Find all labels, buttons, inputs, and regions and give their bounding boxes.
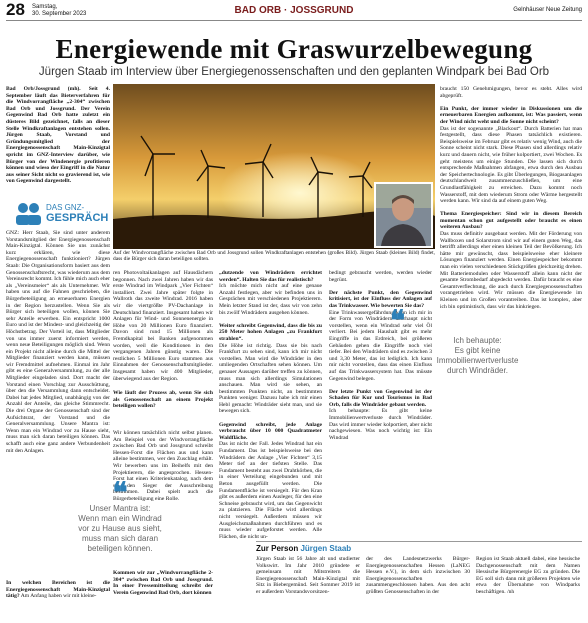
pull-quote-2-text: Ich behaupte: Es gibt keine Immobilienwertverluste durch Windräder. [436,336,519,375]
person-text-1: Jürgen Staab ist 56 Jahre alt und studierter Volkswirt. Im Jahr 2010 gründete er gemeinsam mit Mitstreitern die Energiegenossenschaft Main-Kinzigtal mit Sitz in Biebergemünd. Seit Sommer 2019 ist er außerdem Vorstandsvorsitzen- [256,556,360,595]
interview-text-col4: bedingt gebraucht werden, werden wieder begrünt. Der nächste Punkt, den Gegenwind kritisiert, ist der Einfluss der Anlagen auf das Trinkwasser. Wie bewerten Sie das? Eine Trinkwassergefährdung kann ich mir in der Form von Windrädern überhaupt nicht vorstellen, wenn ein Windrad sehr viel Öl verliert. Bei jedem Haushalt gibt es mehr Eingriffe in das Erdreich, bei größeren Gebäuden gehen die Eingriffe noch viel tiefer. Bei den Windrädern sind es zwischen 3 und 3,30 Meter, das ist lediglich. Ich kann mir nicht vorstellen, dass das einen Einfluss auf das Trinkwassersystem hat. Das müsste Gegenwind belegen. Der letzte Punkt von Gegenwind ist der Schaden für Kur und Tourismus in Bad Orb, falls die Windräder gebaut werden. Ich behaupte: Es gibt keine Immobilienwertverluste durch Windräder. Das wird immer wieder kolportiert, aber nicht nachgewiesen. Was noch wichtig ist: Ein Windrad [329,270,432,441]
interview-text-col1: GNZ: Herr Staab, Sie sind unter anderem Vorstandsmitglied der Energiegenossenschaft Main-Kinzigtal. Können Sie uns zunächst kurz erklären, wie diese Energiegenossenschaft funktioniert? Jürgen Staab: Die Organisationsform basiert aus dem Genossenschaftsrecht, was wiederum aus dem Vereinsrecht kommt. Ich fühle mich auch eher als „Vereinsmeier“ als als Unternehmer. Wir haben uns auf die Fahnen geschrieben, die Bürgerbeteiligung an erneuerbaren Energien in der Region herzustellen. Wenn Sie als Bürger sich beteiligen wollen, können Sie sehr Anteile erwerben. Ein entspricht 1000 Euro und ist der Mindest- und gleichzeitig der Höchstbetrag. Der Vorteil ist, dass Mitglieder von uns immer zuerst informiert werden, wenn neue Beteiligungen möglich sind. Wenn ein Projekt nicht alleine durch die Mittel der Mitglieder finanziert werden kann, müssen wir Fremdmittel aufnehmen. Einmal im Jahr gibt es eine Generalversammlung, zu der alle Mitglieder eingeladen sind. Dort macht der Vorstand einen Vorschlag zur Ausschüttung, über den die Versammlung dann entscheidet. Dabei hat jedes Mitglied, unabhängig von der Anzahl der Anteile, das gleiche Stimmrecht. Die drei Organe der Genossenschaft sind der Aufsichtsrat, der Vorstand und die Generalversammlung. Unsere Mantra ist: Wenn man ein Windrad vor zu Hause sieht, muss man sich daran beteiligen können. Das schafft auch eine ganz andere Verbundenheit mit den Anlagen. [6,230,110,454]
pull-quote-1: ❝ Unser Mantra ist: Wenn man ein Windrad vor zu Hause aus sieht, muss man sich daran beteiligen können. [70,484,170,554]
answer-col2: Wir können tatsächlich nicht selbst planen. Am Beispiel von der Windvorrangfläche zwischen Bad Orb und Jossgrund schreibt Hessen-Forst die Flächen aus und kann alleine bestimmen, wer den Zuschlag erhält. Wir bewerben uns im Beihelfs mit den Projektierern, die angesprochen. Hessen-Forst hat einen Kriterienkatalog, nach dem sie den Sieger der Ausschreibung bestimmen. Dabei spielt auch die Bürgerbeteiligung eine Rolle. [113,430,213,502]
page-header [6,2,582,21]
interview-text-col5: braucht 150 Genehmigungen, bevor es steht. Alles wird abgeprüft. Ein Punkt, der immer wieder in Diskussionen um die erneuerbaren Energien aufkommt, ist: Was passiert, wenn der Wind nicht weht und die Sonne nicht scheint? Das ist der sogenannte „Blackout“. Durch Batterien hat man festgestellt, dass diese Phasen tatsächlich existieren. Beispielsweise im Februar gibt es relativ wenig Wind, auch die Sonne scheint nicht stark. Diese Phasen sind allerdings relativ kurz und dauern nicht, wie früher kolportiert, zwei Wochen. Es geht meistens um einige Stunden. Die lassen sich durch entsprechende Maßnahmen abfangen, etwa durch den Ausbau der Speichertechnologie. Es gibt Überlegungen, Biogasanlagen deutschlandweit zusammenzuschließen, um eine Grundlastfähigkeit zu erreichen. Dazu kommt noch Wasserstoff, mit dem wiederum Strom oder Wärme hergestellt werden kann. Wir sind da auf einem guten Weg. Thema Energiespeicher: Sind wir in diesem Bereich momentan schon gut aufgestellt oder braucht es einen weiteren Ausbau? Das muss definitiv ausgebaut werden. Mit der Förderung von Wallboxen und Solarstrom sind wir auf einem guten Weg, das betrifft allerdings eher einen kleinen Teil der Bevölkerung. Ich hätte mir gewünscht, dass beispielsweise eher kleinere Lösungen finanziert werden. Einen Energiespeicher bekommt man ein vielen verschiedenen Stückgrößen gleichzeitig drehen. Mit Batteriemodulen oder Wasserstoff allein kann nicht der gesamte Strombedarf abgedeckt werden. Dafür braucht es eine Gesamtverflechtung, die auch durch Energiegenossenschaften vorangetrieben wird. Wir müssen die Energiewende im Kleinen und im Großen vorantreiben. Das ist komplex, aber ich bin optimistisch, dass wir das hinkriegen. [440,86,582,310]
intro-text: Bad Orb/Jossgrund (mh). Seit 4. September läuft das Bieterverfahren für die Windvorrangfläche „2-304“ zwischen Bad Orb und Jossgrund. Der Verein Gegenwind Bad Orb hatte zuletzt ein düsteres Bild gezeichnet, falls an dieser Stelle Windkraftanlagen entstehen sollen. Jürgen Staab, Vorstand und Gründungsmitglied der Energiegenossenschaft Main-Kinzigtal spricht im GNZ-Interview darüber, wie Bürger von der Windenergie profitieren können und wieso der Eingriff in die Natur aus seiner Sicht nicht so gravierend ist, wie von Gegenwind dargestellt. [6,86,110,185]
interview-icon [14,201,42,227]
quote-mark-icon: ❝ [112,478,128,509]
interview-box [6,200,110,228]
headline: Energiewende mit Graswurzelbewegung [55,34,533,64]
person-box [256,541,582,622]
question-col2: Wie läuft der Prozess ab, wenn Sie sich als Genossenschaft an einem Projekt beteiligen wollen? [113,390,213,410]
quote-mark-icon: ❝ [390,306,406,337]
newspaper-name: Gelnhäuser Neue Zeitung [513,7,582,13]
portrait-photo [374,182,433,248]
person-text-2: der des Landesnetzwerks Bürger-Energiegenossenschaften Hessen (LaNEG Hessen e.V.), in dem sich inzwischen 30 Energiegenossenschaften zusammengeschlossen haben. Aus den acht größten Genossenschaften in der [366,556,470,595]
interview-label-1: DAS GNZ- [46,203,85,212]
interview-label-2: GESPRÄCH [46,212,109,224]
interview-text-col2: ren Photovoltaikanlagen auf Hausdächern begonnen. Nach zwei Jahren haben wir das erste Windrad im Windpark „Vier Fichten“ installiert. Zwei Jahre später folgte in Wallroth das zweite Windrad. 2016 haben wir die viertgrößte PV-Dachanlage in Deutschland finanziert. Insgesamt haben wir Anlagen für Wind- und Sonnenenergie in Höhe von 20 Millionen Euro finanziert. Davon sind rund 15 Millionen als Fremdkapital bei Banken aufgenommen worden, weil die Konditionen in den vergangenen Jahren günstig waren. Die restlichen 5 Millionen Euro stammen aus Einnahmen der Genossenschaftsmitglieder. Insgesamt haben wir 400 Mitglieder, überwiegend aus der Region. [113,270,213,382]
photo-caption: Auf der Windvorrangfläche zwischen Bad Orb und Jossgrund sollen Windkraftanlagen entstehen (großes Bild). Jürgen Staab (kleines Bild) findet, dass die Bürger sich daran beteiligen sollten. [113,250,435,263]
section-name: BAD ORB · JOSSGRUND [234,5,354,16]
issue-date: Samstag, 30. September 2023 [32,4,87,17]
person-heading: Zur Person Jürgen Staab [256,544,352,553]
question-col1: In welchen Bereichen ist die Energiegenossenschaft Main-Kinzigtal tätig? Am Anfang haben wir mit kleine- [6,580,110,600]
question-col2b: Kommen wir zur „Windvorrangfläche 2-304“ zwischen Bad Orb und Jossgrund. In einer Pressemitteilung schreibt der Verein Gegenwind Bad Orb, dort können [113,570,213,596]
person-text-3: Region ist Staab aktuell dabei, eine hessische Dachgenossenschaft mit dem Namen Hessische Bürgerenergie EG zu gründen. Die EG soll sich dann mit größeren Projekten wie etwa der Übernahme von Windparks beschäftigen. /nh [476,556,580,595]
interview-text-col3: „dutzende von Windrädern errichtet werden“. Halten Sie das für realistisch? Ich möchte mich nicht auf eine genaue Anzahl festlegen, aber wir befinden uns in Gesprächen mit verschiedenen Projektierern. Mein letzter Stand ist der, dass wir von zehn bis zwölf Windrädern ausgehen können. Weiter schreibt Gegenwind, dass die bis zu 250 Meter hohen Anlagen „zu Frankfurt strahlen“. Die Höhe ist richtig. Dass sie bis nach Frankfurt zu sehen sind, kann ich mir nicht vorstellen. Man wird die Windräder in den umliegenden Ortschaften sehen können. Um genauer Aussagen darüber treffen zu können, muss man sich allerdings Simulationen anschauen. Man wird sie sehen, an bestimmten Punkten nicht, an bestimmten Punkten weniger. Dazusu habe ich mir einen Hebl gemacht: Windräder sieht man, und sie bewegen sich. Gegenwind schreibt, jede Anlage verbraucht über 10 000 Quadratmeter Waldfläche. Das ist nicht der Fall. Jedes Windrad hat ein Fundament. Das ist beispielsweise bei den Windrädern der Anlage „Vier Fichten“ 3,15 Meter tief an der tiefsten Stelle. Das Fundament besteht aus zwei Drahtkörben, die in einer Verteilung eingebunden und mit Beton ausgefüllt werden. Die Fundamentfläche ist versiegelt. Für den Kran gibt es außerdem einen Ausleger, für den eine Schneise gebraucht wird, um das Gegenwicht zu platzieren. Die Fläche wird allerdings nicht versiegelt. Außerdem müssen wir Ausgleichsmaßnahmen durchführen und es muss wieder aufgeforstet werden. Alle Flächen, die nicht un- [219,270,322,540]
subheadline: Jürgen Staab im Interview über Energiegenossenschaften und den geplanten Windpark bei Bad Orb [38,66,550,78]
page-number: 28 [6,0,25,19]
